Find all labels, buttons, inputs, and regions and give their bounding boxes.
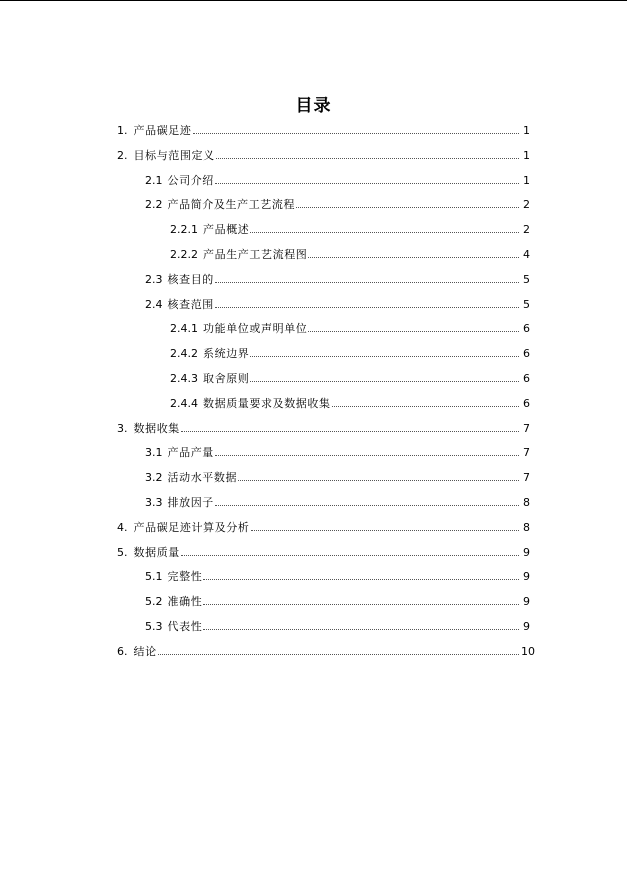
toc-entry-title: 核查目的 <box>167 272 214 286</box>
toc-entry-title: 取舍原则 <box>203 372 250 385</box>
toc-entry-page: 7 <box>523 471 530 485</box>
toc-entry-page: 4 <box>523 248 530 261</box>
toc-entry-number: 1. <box>117 124 128 137</box>
toc-entry-page: 10 <box>521 644 535 658</box>
toc-entry[interactable] <box>145 446 530 460</box>
toc-entry[interactable] <box>145 298 530 312</box>
dot-leader <box>250 380 519 382</box>
toc-entry-title: 产品碳足迹 <box>133 124 192 137</box>
toc-entry-page: 9 <box>523 595 530 609</box>
dot-leader <box>238 479 519 481</box>
toc-entry[interactable] <box>145 198 530 212</box>
toc-entry-title: 产品简介及生产工艺流程 <box>167 198 296 212</box>
toc-entry-page: 1 <box>523 148 530 162</box>
toc-entry-title: 完整性 <box>167 570 203 584</box>
toc-entry[interactable] <box>145 620 530 634</box>
dot-leader <box>158 653 519 655</box>
toc-entry[interactable] <box>145 273 530 287</box>
toc-entry[interactable] <box>117 546 530 560</box>
toc-entry-title: 排放因子 <box>167 496 214 509</box>
toc-entry-title: 数据质量要求及数据收集 <box>203 396 331 410</box>
toc-entry-title: 产品碳足迹计算及分析 <box>133 520 250 534</box>
dot-leader <box>215 306 519 308</box>
toc-entry-page: 5 <box>523 297 530 311</box>
toc-entry[interactable] <box>170 223 530 237</box>
toc-entry-number: 2.4.3 <box>170 372 198 385</box>
toc-entry-page: 9 <box>523 620 530 633</box>
toc-entry-page: 1 <box>523 124 530 137</box>
dot-leader <box>332 405 519 407</box>
toc-entry-page: 8 <box>523 496 530 509</box>
dot-leader <box>181 430 519 432</box>
toc-entry-number: 4. <box>117 520 128 534</box>
toc-entry-number: 2.4.2 <box>170 347 198 361</box>
toc-entry-number: 2.2.1 <box>170 223 198 237</box>
dot-leader <box>308 256 519 258</box>
toc-entry-number: 3.1 <box>145 446 163 460</box>
toc-entry[interactable] <box>170 372 530 386</box>
dot-leader <box>250 231 519 233</box>
dot-leader <box>181 554 519 556</box>
toc-entry-title: 系统边界 <box>203 347 250 361</box>
toc-entry[interactable] <box>145 471 530 485</box>
toc-entry-number: 3.2 <box>145 471 163 485</box>
toc-entry-number: 3. <box>117 421 128 435</box>
toc-entry-title: 准确性 <box>167 595 203 609</box>
toc-entry-number: 2.2.2 <box>170 248 198 261</box>
toc-entry[interactable] <box>170 322 530 336</box>
toc-entry[interactable] <box>170 397 530 411</box>
toc-entry-page: 7 <box>523 421 530 435</box>
toc-entry-page: 6 <box>523 347 530 361</box>
toc-entry[interactable] <box>117 149 530 163</box>
toc-entry[interactable] <box>145 174 530 188</box>
toc-entry-page: 7 <box>523 446 530 460</box>
toc-entry-number: 5.1 <box>145 570 163 584</box>
page-top-border <box>0 0 627 1</box>
toc-entry-page: 6 <box>523 322 530 336</box>
toc-entry-number: 6. <box>117 644 128 658</box>
toc-entry-page: 6 <box>523 372 530 385</box>
toc-entry-page: 9 <box>523 570 530 584</box>
toc-entry-page: 9 <box>523 545 530 559</box>
toc-entry-page: 2 <box>523 223 530 237</box>
toc-entry-title: 目标与范围定义 <box>133 148 215 162</box>
dot-leader <box>203 628 519 630</box>
toc-entry-title: 产品生产工艺流程图 <box>203 248 308 261</box>
dot-leader <box>215 454 519 456</box>
dot-leader <box>296 206 519 208</box>
toc-entry-number: 3.3 <box>145 496 163 509</box>
toc-entry-title: 公司介绍 <box>167 173 214 187</box>
toc-entry-number: 5.3 <box>145 620 163 633</box>
dot-leader <box>215 281 519 283</box>
toc-title: 目录 <box>295 96 332 116</box>
dot-leader <box>215 182 519 184</box>
toc-entry-title: 产品产量 <box>167 446 214 460</box>
toc-entry[interactable] <box>145 595 530 609</box>
toc-entry[interactable] <box>145 570 530 584</box>
toc-entry-title: 数据收集 <box>133 421 180 435</box>
toc-entry-title: 功能单位或声明单位 <box>203 322 308 336</box>
toc-entry[interactable] <box>145 496 530 510</box>
toc-entry[interactable] <box>170 248 530 262</box>
dot-leader <box>215 504 519 506</box>
toc-entry-number: 5.2 <box>145 595 163 609</box>
toc-entry[interactable] <box>117 644 535 659</box>
toc-entry[interactable] <box>117 124 530 138</box>
dot-leader <box>193 132 520 134</box>
dot-leader <box>251 529 520 531</box>
toc-entry-title: 数据质量 <box>133 545 180 559</box>
dot-leader <box>250 355 519 357</box>
toc-entry-number: 2.2 <box>145 198 163 212</box>
toc-entry-title: 活动水平数据 <box>167 471 238 485</box>
toc-entry-title: 结论 <box>133 644 157 658</box>
toc-entry-number: 2. <box>117 148 128 162</box>
toc-entry-number: 2.4.4 <box>170 396 198 410</box>
toc-entry-title: 代表性 <box>167 620 203 633</box>
dot-leader <box>203 603 519 605</box>
toc-entry-page: 2 <box>523 198 530 212</box>
toc-entry-page: 8 <box>523 520 530 534</box>
toc-entry-title: 核查范围 <box>167 297 214 311</box>
toc-entry-page: 5 <box>523 272 530 286</box>
dot-leader <box>216 157 519 159</box>
toc-entry-page: 6 <box>523 396 530 410</box>
dot-leader <box>203 578 519 580</box>
toc-entry[interactable] <box>170 347 530 361</box>
toc-entry-number: 2.1 <box>145 173 163 187</box>
toc-entry[interactable] <box>117 521 530 535</box>
toc-entry-title: 产品概述 <box>203 223 250 237</box>
dot-leader <box>308 330 519 332</box>
toc-entry-number: 5. <box>117 545 128 559</box>
toc-entry-page: 1 <box>523 173 530 187</box>
toc-entry-number: 2.4 <box>145 297 163 311</box>
toc-entry[interactable] <box>117 422 530 436</box>
toc-entry-number: 2.3 <box>145 272 163 286</box>
toc-entry-number: 2.4.1 <box>170 322 198 336</box>
